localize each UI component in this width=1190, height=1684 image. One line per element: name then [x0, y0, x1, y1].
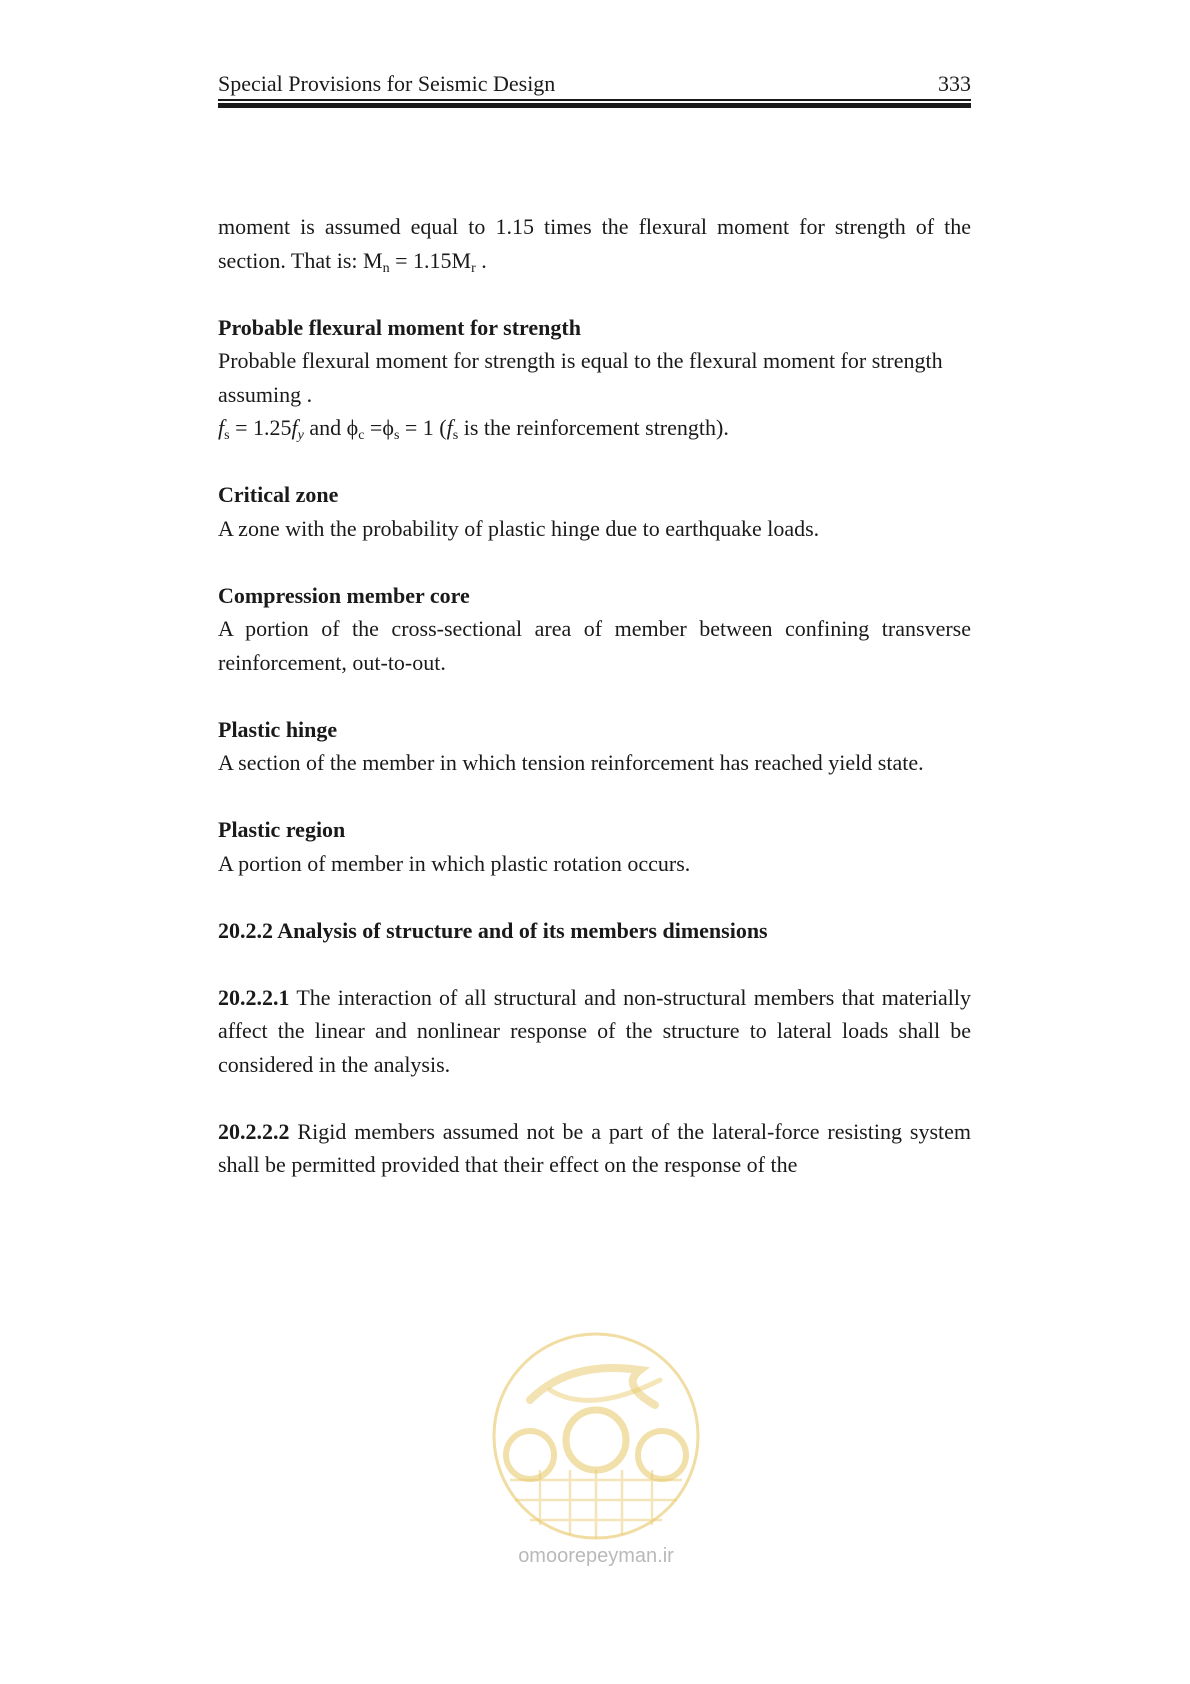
- clause-20-2-2-1: 20.2.2.1 The interaction of all structural and non-structural members that materially affect the linear and nonlinear response of the structure to lateral loads shall be considered in the analysis.: [218, 984, 971, 1077]
- probable-moment-text: Probable flexural moment for strength is equal to the flexural moment for strength assuming .: [218, 348, 943, 407]
- clause-20-2-2-2: 20.2.2.2 Rigid members assumed not be a part of the lateral-force resisting system shall be permitted provided that their effect on the response of the: [218, 1118, 971, 1177]
- heading-probable-moment: Probable flexural moment for strength: [218, 314, 581, 340]
- critical-zone-text: A zone with the probability of plastic hinge due to earthquake loads.: [218, 515, 820, 541]
- heading-plastic-region: Plastic region: [218, 817, 346, 842]
- watermark-logo: [490, 1330, 702, 1570]
- header-rule-thick: [218, 103, 971, 108]
- watermark-emblem-icon: [490, 1330, 702, 1540]
- plastic-hinge-text: A section of the member in which tension reinforcement has reached yield state.: [218, 750, 924, 775]
- running-header: [218, 62, 971, 96]
- heading-critical-zone: Critical zone: [218, 482, 339, 507]
- section-heading-20-2-2: 20.2.2 Analysis of structure and of its members dimensions: [218, 917, 768, 943]
- member-core-text: A portion of the cross-sectional area of member between confining transverse reinforcement, out-to-out.: [218, 616, 971, 675]
- clause-number: 20.2.2.2: [218, 1118, 290, 1144]
- header-rule-thin: [218, 99, 971, 101]
- intro-paragraph: moment is assumed equal to 1.15 times the flexural moment for strength of the section. That is: $M_n = 1.15M_r$ .: [218, 214, 971, 276]
- watermark-site-text: omoorepeyman.ir: [518, 1545, 674, 1567]
- heading-plastic-hinge: Plastic hinge: [218, 716, 338, 742]
- body-text: [218, 210, 971, 1182]
- plastic-region-text: A portion of member in which plastic rotation occurs.: [218, 850, 691, 876]
- clause-number: 20.2.2.1: [218, 984, 290, 1010]
- heading-member-core: Compression member core: [218, 582, 470, 608]
- header-title: Special Provisions for Seismic Design: [218, 71, 556, 96]
- page-number: 333: [938, 71, 971, 96]
- probable-moment-formula: $f_s = 1.25f_y$ and $\phi_c =\phi_s = 1$ ($f_s$ is the reinforcement strength).: [218, 415, 729, 443]
